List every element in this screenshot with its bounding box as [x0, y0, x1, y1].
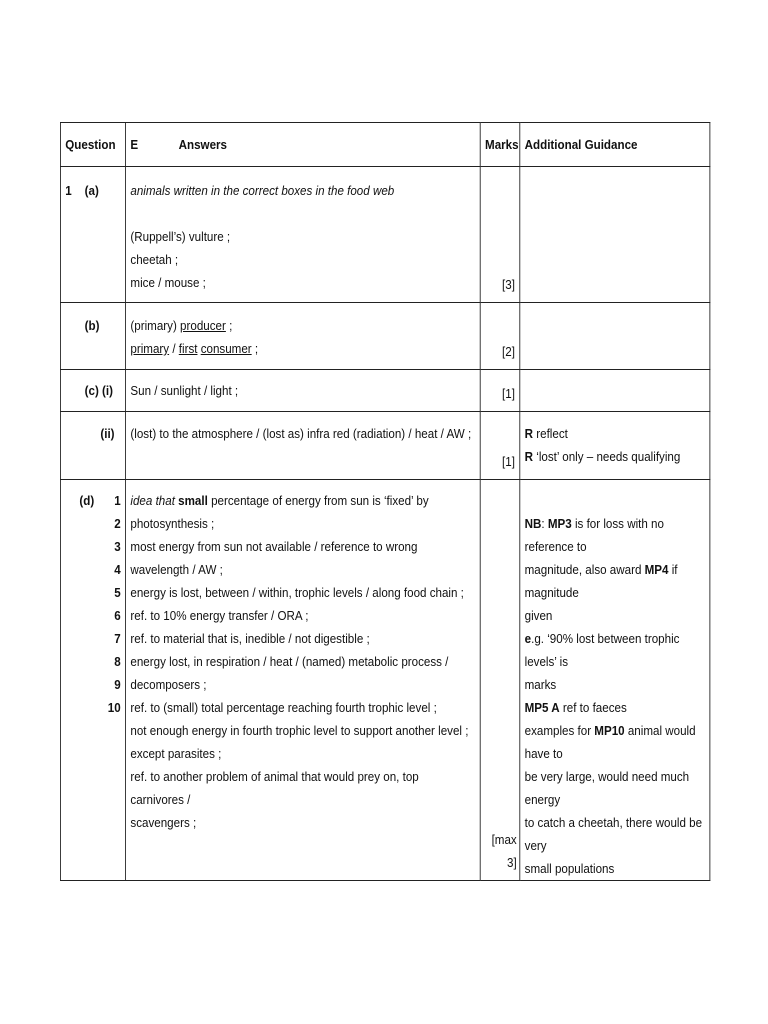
guidance-1d-line: MP5 A ref to faeces — [524, 700, 627, 715]
question-part: (a) — [84, 183, 99, 198]
header-row — [60, 123, 709, 167]
guidance-1d-line: e.g. ‘90% lost between trophic levels’ is — [524, 631, 680, 669]
answer-1d-mp: ref. to another problem of animal that would prey on, top carnivores / — [130, 769, 419, 807]
marks-1d: [max 3] — [480, 480, 520, 881]
guidance-1d-line: given — [524, 608, 553, 623]
mark-point-numbers: 1 2 3 4 5 6 7 8 9 10 — [107, 493, 121, 715]
answer-1cii: (lost) to the atmosphere / (lost as) infra red (radiation) / heat / AW ; — [126, 412, 481, 480]
guidance-1d-line: examples for MP10 animal would have to — [524, 723, 696, 761]
header-answers — [126, 123, 481, 167]
question-1cii: (ii) — [60, 412, 125, 480]
answer-1d-mp: not enough energy in fourth trophic level to support another level ; — [130, 723, 469, 738]
mark-scheme-table — [60, 122, 710, 881]
answer-1b-line-1: (primary) producer ; — [130, 318, 233, 333]
header-marks: Marks — [480, 123, 520, 167]
marks-1b: [2] — [480, 303, 520, 370]
guidance-1ci — [520, 370, 710, 412]
answer-1d-mp: ref. to (small) total percentage reaching fourth trophic level ; — [130, 700, 437, 715]
question-part: (b) — [84, 318, 100, 333]
answer-1b-line-2: primary / first consumer ; — [130, 341, 259, 356]
row-1ci — [60, 370, 709, 412]
answer-1ci: Sun / sunlight / light ; — [126, 370, 481, 412]
marks-1cii: [1] — [480, 412, 520, 480]
guidance-1d-line: small populations — [524, 861, 615, 876]
answer-1d-mp1: idea that small percentage of energy from sun is ‘fixed’ by photosynthesis ; — [130, 493, 429, 531]
header-answers-label: Answers — [178, 137, 228, 152]
header-question: Question — [60, 123, 125, 167]
marks-1ci: [1] — [480, 370, 520, 412]
answer-1d-mp: ref. to 10% energy transfer / ORA ; — [130, 608, 309, 623]
answer-1d-mp: most energy from sun not available / reference to wrong wavelength / AW ; — [130, 539, 418, 577]
guidance-1d-line: to catch a cheetah, there would be very — [524, 815, 703, 853]
answer-1d-mp: ref. to material that is, inedible / not digestible ; — [130, 631, 370, 646]
guidance-1cii-line-1: R reflect — [524, 426, 568, 441]
row-1cii — [60, 412, 709, 480]
guidance-1d — [520, 480, 710, 881]
header-e: E — [130, 137, 139, 152]
answer-1a — [126, 167, 481, 303]
row-1a — [60, 167, 709, 303]
guidance-1d-line: magnitude, also award MP4 if magnitude — [524, 562, 678, 600]
header-guidance: Additional Guidance — [520, 123, 710, 167]
guidance-1d-line: be very large, would need much energy — [524, 769, 690, 807]
question-part: (c) (i) — [84, 383, 114, 398]
guidance-1cii-line-2: R ‘lost’ only – needs qualifying — [524, 449, 681, 464]
answer-1d-mp: scavengers ; — [130, 815, 197, 830]
row-1b — [60, 303, 709, 370]
answer-1d — [126, 480, 481, 881]
answer-1d-mp: except parasites ; — [130, 746, 222, 761]
guidance-1a — [520, 167, 710, 303]
answer-1d-mp: energy is lost, between / within, trophic levels / along food chain ; — [130, 585, 464, 600]
answer-1a-intro: animals written in the correct boxes in the food web — [130, 183, 395, 198]
question-part: (d) — [79, 493, 95, 508]
guidance-1cii — [520, 412, 710, 480]
guidance-1b — [520, 303, 710, 370]
spacer — [130, 202, 475, 225]
answer-1a-line: cheetah ; — [130, 252, 179, 267]
question-1b — [60, 303, 125, 370]
marks-1a: [3] — [480, 167, 520, 303]
question-1a — [60, 167, 125, 303]
row-1d — [60, 480, 709, 881]
question-1d — [60, 480, 125, 881]
guidance-1d-line: marks — [524, 677, 557, 692]
answer-1a-line: (Ruppell’s) vulture ; — [130, 229, 231, 244]
answer-1b — [126, 303, 481, 370]
answer-1a-line: mice / mouse ; — [130, 275, 206, 290]
question-1d-label — [65, 489, 120, 719]
guidance-1d-line: NB: MP3 is for loss with no reference to — [524, 516, 664, 554]
answer-1d-mp: energy lost, in respiration / heat / (named) metabolic process / decomposers ; — [130, 654, 449, 692]
question-1ci — [60, 370, 125, 412]
question-number: 1 — [65, 183, 72, 198]
